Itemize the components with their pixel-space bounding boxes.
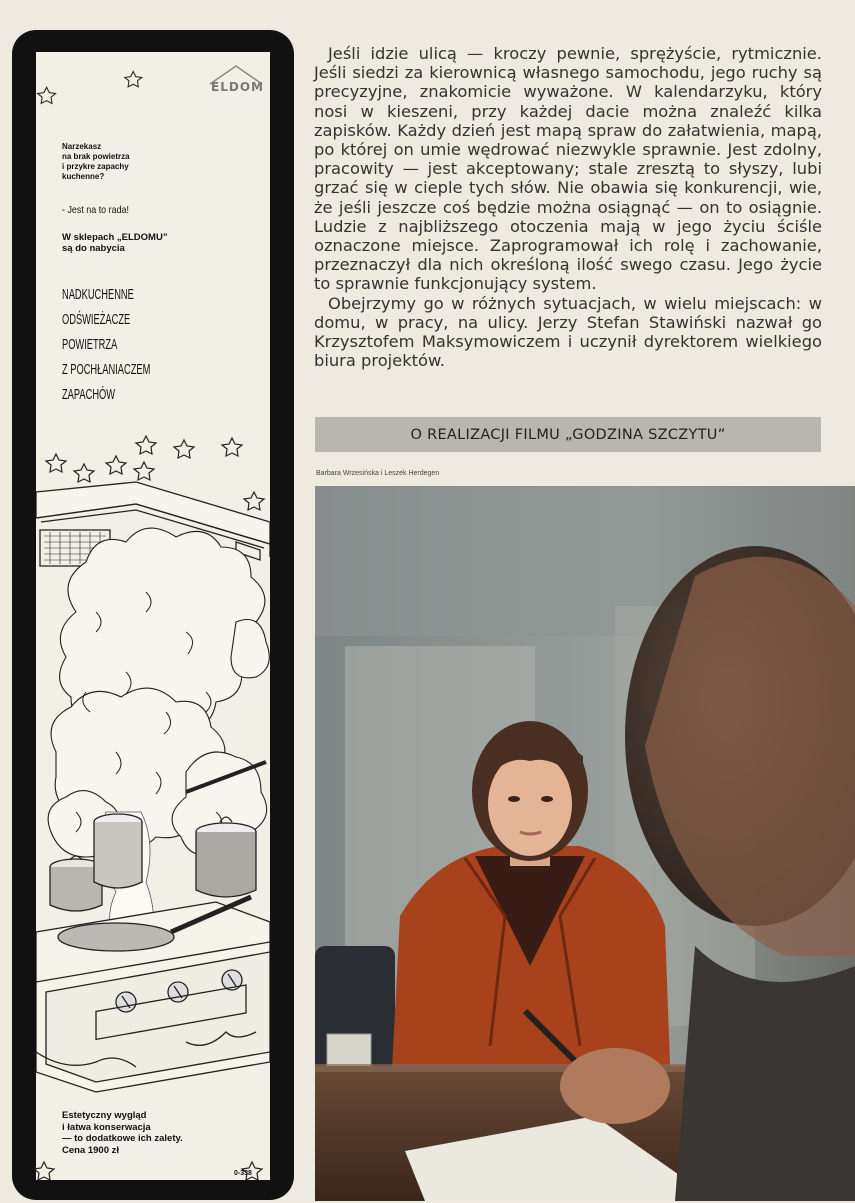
ad-features-price: Estetyczny wygląd i łatwa konserwacja — to dodatkowe ich zalety. Cena 1900 zł — [62, 1110, 183, 1156]
ad-illustration — [36, 52, 270, 1180]
article-paragraph: Obejrzymy go w różnych sytuacjach, w wielu miejscach: w domu, w pracy, na ulicy. Jerzy Stefan Stawiński nazwał go Krzysztofem Maksymowiczem i uczynił dyrektorem wielkiego biura projektów. — [314, 293, 822, 371]
eldom-logo-text: ELDOM — [211, 80, 264, 94]
ad-answer: - Jest na to rada! — [62, 204, 129, 216]
ad-product-name: NADKUCHENNE ODŚWIEŻACZE POWIETRZA Z POCHŁANIACZEM ZAPACHÓW — [62, 286, 151, 403]
ad-code: 0-338 — [234, 1170, 252, 1177]
ad-shop-info: W sklepach „ELDOMU” są do nabycia — [62, 232, 168, 254]
photo-caption: Barbara Wrzesińska i Leszek Herdegen — [316, 470, 440, 477]
section-heading: O REALIZACJI FILMU „GODZINA SZCZYTU” — [315, 417, 821, 452]
film-still-photo — [315, 486, 855, 1201]
article-body — [314, 44, 822, 370]
ad-question: Narzekasz na brak powietrza i przykre zapachy kuchenne? — [62, 142, 130, 181]
steam-cloud-drawing — [48, 528, 269, 857]
advertisement-frame — [12, 30, 294, 1200]
advertisement-panel — [36, 52, 270, 1180]
article-paragraph: Jeśli idzie ulicą — kroczy pewnie, sprężyście, rytmicznie. Jeśli siedzi za kierownicą własnego samochodu, jego ruchy są precyzyjne, znakomicie wyważone. W kalendarzyku, który nosi w kieszeni, przy każdej dacie można znaleźć kilka zapisków. Każdy dzień jest mapą spraw do załatwienia, mapą, po której on umie wędrować niezwykle sprawnie. Jest zdolny, pracowity — jest akceptowany; stale zresztą to słyszy, lubi grzać się w cieple tych słów. Nie obawia się konkurencji, wie, że jeśli jeszcze coś będzie można osiągnąć — on to osiągnie. Ludzie z najbliższego otoczenia mają w jego życiu ściśle oznaczone miejsce. Zaprogramował ich rolę i zachowanie, przeznaczył dla nich określoną ilość swego czasu. Jego życie to sprawnie funkcjonujący system. — [314, 44, 822, 294]
